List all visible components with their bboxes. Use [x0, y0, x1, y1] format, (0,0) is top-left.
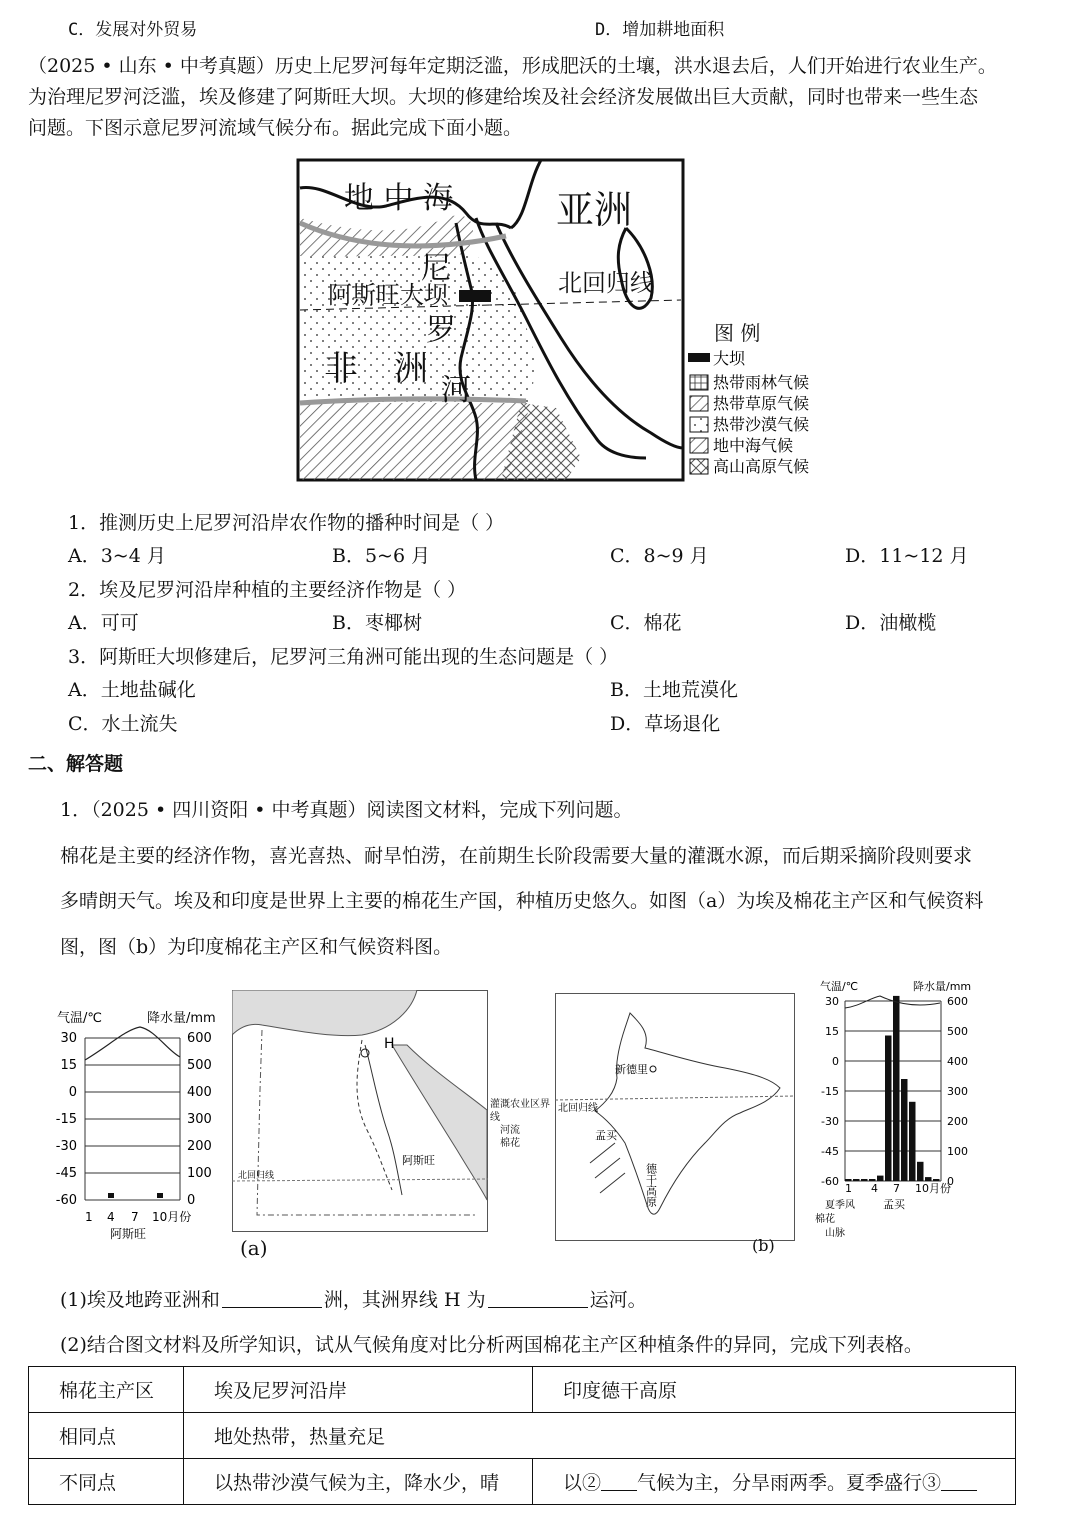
sq1-para-line-3: 图，图（b）为印度棉花主产区和气候资料图。 [60, 936, 453, 958]
chart-b-temp-tick-5: -45 [821, 1145, 839, 1158]
chart-a-temp-tick-1: 15 [60, 1058, 77, 1073]
sq1-para-line-1: 棉花是主要的经济作物，喜光喜热、耐旱怕涝，在前期生长阶段需要大量的灌溉水源，而后期采摘阶段则要求 [60, 845, 973, 867]
legend-highland: 高山高原气候 [713, 457, 810, 476]
sub-question-1 [60, 1288, 647, 1312]
month-b-10: 10月份 [915, 1182, 951, 1195]
precip-bar-b-3 [861, 1179, 868, 1181]
chart-a-precip-tick-3: 300 [187, 1112, 212, 1127]
aswan-climate-chart [55, 1005, 230, 1240]
answer-blank-canal[interactable] [488, 1289, 588, 1308]
mediterranean-label: 地 中 海 [344, 181, 454, 216]
comparison-table [28, 1366, 1016, 1505]
chart-b-precip-tick-4: 200 [947, 1115, 968, 1128]
q2-option-b[interactable]: B．枣椰树 [332, 612, 422, 634]
chart-a-temp-tick-4: -30 [55, 1139, 77, 1154]
station-b: 孟买 [883, 1198, 905, 1211]
sub1-part-b: 洲，其洲界线 H 为 [323, 1289, 486, 1311]
q3-stem: 3．阿斯旺大坝修建后，尼罗河三角洲可能出现的生态问题是（ ） [68, 646, 619, 668]
q2-option-a[interactable]: A．可可 [68, 612, 139, 634]
precip-bar-b-11 [925, 1177, 932, 1181]
label-aswan-map: 阿斯旺 [402, 1154, 435, 1167]
precip-bar-a-apr [108, 1193, 114, 1198]
legend-mediterranean-swatch [690, 438, 708, 453]
q1-option-a[interactable]: A．3~4 月 [68, 545, 166, 567]
label-tropic-a: 北回归线 [238, 1171, 275, 1181]
q1-option-d[interactable]: D．11~12 月 [845, 545, 969, 567]
chart-a-temp-tick-0: 30 [60, 1031, 77, 1046]
precip-unit-b: 降水量/mm [913, 980, 972, 993]
month-b-1: 1 [845, 1182, 852, 1195]
legend-savanna-swatch [690, 396, 708, 411]
answer-blank-3[interactable] [941, 1472, 977, 1491]
section-title: 二、解答题 [28, 753, 124, 775]
q1-option-c[interactable]: C．8~9 月 [610, 545, 709, 567]
precip-unit-a: 降水量/mm [147, 1011, 216, 1026]
label-h: H [384, 1036, 395, 1052]
month-a-4: 4 [107, 1210, 115, 1224]
africa-label-1: 非 [324, 349, 358, 389]
chart-b-temp-tick-3: -15 [821, 1085, 839, 1098]
legend-cotton-a: 棉花 [500, 1138, 520, 1149]
legend-title: 图 例 [714, 321, 761, 345]
precip-bar-b-7 [893, 996, 900, 1181]
intro-line-3: 问题。下图示意尼罗河流域气候分布。据此完成下面小题。 [28, 117, 523, 139]
q2-option-d[interactable]: D．油橄榄 [845, 612, 937, 634]
sq1-para-line-2: 多晴朗天气。埃及和印度是世界上主要的棉花生产国，种植历史悠久。如图（a）为埃及棉花主产区和气候资料 [60, 890, 984, 912]
chart-b-precip-tick-3: 300 [947, 1085, 968, 1098]
chart-a-precip-tick-1: 500 [187, 1058, 212, 1073]
africa-label-2: 洲 [394, 349, 428, 389]
temp-unit-b: 气温/℃ [820, 980, 859, 993]
q3-option-a[interactable]: A．土地盐碱化 [68, 679, 196, 701]
chart-a-precip-tick-5: 100 [187, 1166, 212, 1181]
temp-curve-a [85, 1027, 180, 1060]
precip-bar-b-12 [933, 1179, 940, 1181]
chart-b-precip-tick-2: 400 [947, 1055, 968, 1068]
caption-a: (a) [240, 1236, 268, 1260]
chart-a-precip-tick-6: 0 [187, 1193, 196, 1208]
chart-b-temp-tick-6: -60 [821, 1175, 839, 1188]
nile-climate-map [296, 158, 821, 484]
q2-option-c[interactable]: C．棉花 [610, 612, 682, 634]
label-mumbai: 孟买 [595, 1129, 617, 1142]
nile-label-1: 尼 [421, 251, 451, 286]
q2-stem: 2．埃及尼罗河沿岸种植的主要经济作物是（ ） [68, 579, 467, 601]
temp-curve-b [845, 996, 940, 1008]
table-header-region: 棉花主产区 [29, 1367, 184, 1413]
caption-b: (b) [752, 1236, 775, 1255]
table-row-diff-india [533, 1459, 1016, 1505]
intro-line-2: 为治理尼罗河泛滥，埃及修建了阿斯旺大坝。大坝的修建给埃及社会经济发展做出巨大贡献，同时也带来一些生态 [28, 86, 979, 108]
option-c-prev: C．发展对外贸易 [68, 20, 198, 40]
chart-b-precip-tick-0: 600 [947, 995, 968, 1008]
q3-option-b[interactable]: B．土地荒漠化 [610, 679, 738, 701]
month-b-4: 4 [871, 1182, 878, 1195]
legend-river-a: 河流 [500, 1125, 520, 1136]
label-delhi: 新德里 [615, 1063, 648, 1076]
precip-bar-b-1 [845, 1179, 852, 1181]
asia-label: 亚洲 [556, 188, 633, 232]
chart-a-precip-tick-0: 600 [187, 1031, 212, 1046]
sub1-part-a: (1)埃及地跨亚洲和 [60, 1289, 220, 1311]
india-cotton-map [555, 993, 795, 1241]
chart-b-temp-tick-2: 0 [832, 1055, 839, 1068]
label-deccan: 德干高原 [644, 1163, 658, 1207]
precip-bar-b-6 [885, 1036, 892, 1182]
nile-label-3: 河 [441, 373, 471, 408]
legend-monsoon: 夏季风 [825, 1200, 855, 1211]
nile-label-2: 罗 [426, 313, 456, 348]
legend-dam-swatch [688, 353, 710, 362]
legend-irrigation: 灌溉农业区界线 [490, 1099, 550, 1123]
legend-savanna: 热带草原气候 [713, 394, 810, 413]
diff-india-part-b: 气候为主，分旱雨两季。夏季盛行③ [637, 1472, 942, 1494]
precip-bar-b-4 [869, 1179, 876, 1181]
chart-a-temp-tick-3: -15 [55, 1112, 77, 1127]
egypt-cotton-map [232, 990, 488, 1232]
chart-a-precip-tick-2: 400 [187, 1085, 212, 1100]
label-tropic-b: 北回归线 [558, 1103, 598, 1114]
legend-rainforest: 热带雨林气候 [713, 373, 810, 392]
month-b-7: 7 [893, 1182, 900, 1195]
chart-b-temp-tick-4: -30 [821, 1115, 839, 1128]
fig-a-legend [490, 1098, 550, 1150]
legend-cotton-b: 棉花 [815, 1214, 835, 1225]
legend-highland-swatch [690, 459, 708, 474]
option-d-prev: D．增加耕地面积 [595, 20, 725, 40]
dam-label: 阿斯旺大坝 [328, 281, 448, 309]
chart-b-precip-tick-5: 100 [947, 1145, 968, 1158]
mumbai-climate-chart [795, 978, 985, 1240]
legend-mediterranean: 地中海气候 [713, 436, 794, 455]
legend-dam: 大坝 [713, 349, 746, 368]
table-header-india: 印度德干高原 [533, 1367, 1016, 1413]
table-row-diff-label: 不同点 [29, 1459, 184, 1505]
precip-bar-b-8 [901, 1079, 908, 1181]
month-a-1: 1 [85, 1210, 93, 1224]
intro-line-1: （2025 • 山东 • 中考真题）历史上尼罗河每年定期泛滥，形成肥沃的土壤，洪水退去后，人们开始进行农业生产。 [28, 55, 997, 77]
chart-a-temp-tick-6: -60 [55, 1193, 77, 1208]
q3-option-d[interactable]: D．草场退化 [610, 713, 721, 735]
legend-desert-swatch [690, 417, 708, 432]
precip-bar-b-10 [917, 1162, 924, 1181]
legend-desert: 热带沙漠气候 [713, 415, 810, 434]
table-row-same-value: 地处热带，热量充足 [184, 1413, 1016, 1459]
precip-bar-b-5 [877, 1176, 884, 1181]
diff-india-part-a: 以② [563, 1472, 602, 1494]
legend-mountain: 山脉 [825, 1228, 845, 1239]
chart-b-precip-tick-6: 0 [947, 1175, 954, 1188]
table-header-egypt: 埃及尼罗河沿岸 [184, 1367, 533, 1413]
savanna-zone [300, 403, 531, 480]
table-row-diff-egypt: 以热带沙漠气候为主，降水少，晴 [184, 1459, 533, 1505]
chart-a-temp-tick-2: 0 [68, 1085, 77, 1100]
chart-b-temp-tick-0: 30 [825, 995, 839, 1008]
precip-bar-b-9 [909, 1102, 916, 1181]
sq1-header: 1．（2025 • 四川资阳 • 中考真题）阅读图文材料，完成下列问题。 [60, 799, 633, 821]
dam-symbol [459, 290, 491, 302]
tropic-label: 北回归线 [558, 269, 654, 297]
chart-b-temp-tick-1: 15 [825, 1025, 839, 1038]
station-a: 阿斯旺 [110, 1227, 147, 1240]
q1-stem: 1．推测历史上尼罗河沿岸农作物的播种时间是（ ） [68, 512, 505, 534]
precip-bar-b-2 [853, 1179, 860, 1181]
month-a-7: 7 [131, 1210, 139, 1224]
temp-unit-a: 气温/℃ [57, 1011, 102, 1026]
q1-option-b[interactable]: B．5~6 月 [332, 545, 431, 567]
table-row-same-label: 相同点 [29, 1413, 184, 1459]
answer-blank-continent[interactable] [222, 1289, 322, 1308]
legend-rainforest-swatch [690, 375, 708, 390]
precip-bar-a-oct [157, 1193, 163, 1198]
sub-question-2: (2)结合图文材料及所学知识，试从气候角度对比分析两国棉花主产区种植条件的异同，完成下列表格。 [60, 1334, 923, 1356]
chart-b-precip-tick-1: 500 [947, 1025, 968, 1038]
chart-a-temp-tick-5: -45 [55, 1166, 77, 1181]
answer-blank-2[interactable] [601, 1472, 637, 1491]
sub1-part-c: 运河。 [589, 1289, 647, 1311]
month-a-10: 10月份 [152, 1210, 192, 1224]
chart-a-precip-tick-4: 200 [187, 1139, 212, 1154]
q3-option-c[interactable]: C．水土流失 [68, 713, 178, 735]
